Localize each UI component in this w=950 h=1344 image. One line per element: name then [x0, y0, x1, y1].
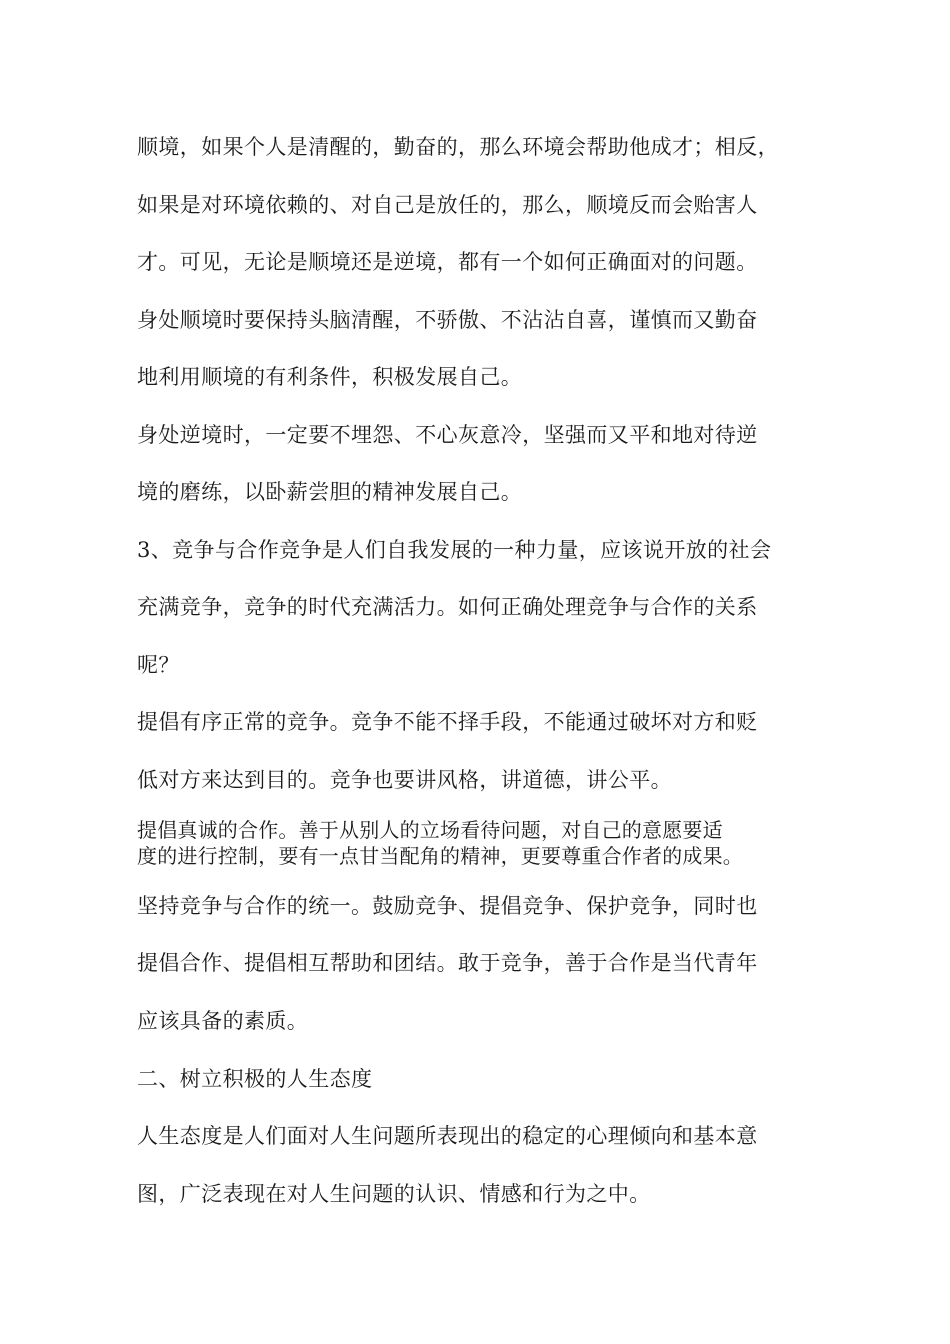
text-line: 提倡有序正常的竞争。竞争不能不择手段，不能通过破坏对方和贬 [137, 710, 758, 734]
text-line: 身处逆境时，一定要不埋怨、不心灰意冷，坚强而又平和地对待逆 [137, 423, 758, 447]
text-line: 充满竞争，竞争的时代充满活力。如何正确处理竞争与合作的关系 [137, 595, 758, 619]
text-line: 3、竞争与合作竞争是人们自我发展的一种力量，应该说开放的社会 [137, 538, 772, 562]
text-line: 人生态度是人们面对人生问题所表现出的稳定的心理倾向和基本意 [137, 1124, 758, 1148]
section-heading: 二、树立积极的人生态度 [137, 1067, 373, 1091]
text-line: 应该具备的素质。 [137, 1009, 309, 1033]
text-line: 才。可见，无论是顺境还是逆境，都有一个如何正确面对的问题。 [137, 250, 758, 274]
text-line: 顺境，如果个人是清醒的，勤奋的，那么环境会帮助他成才；相反， [137, 135, 779, 159]
text-line: 坚持竞争与合作的统一。鼓励竞争、提倡竞争、保护竞争，同时也 [137, 894, 758, 918]
text-line: 提倡合作、提倡相互帮助和团结。敢于竞争，善于合作是当代青年 [137, 951, 758, 975]
text-line: 如果是对环境依赖的、对自己是放任的，那么，顺境反而会贻害人 [137, 193, 758, 217]
text-line: 提倡真诚的合作。善于从别人的立场看待问题，对自己的意愿要适 [137, 818, 723, 842]
text-line: 低对方来达到目的。竞争也要讲风格，讲道德，讲公平。 [137, 768, 672, 792]
text-line: 图，广泛表现在对人生问题的认识、情感和行为之中。 [137, 1182, 651, 1206]
text-line: 身处顺境时要保持头脑清醒，不骄傲、不沾沾自喜，谨慎而又勤奋 [137, 308, 758, 332]
text-line: 地利用顺境的有利条件，积极发展自己。 [137, 365, 523, 389]
text-line: 境的磨练，以卧薪尝胆的精神发展自己。 [137, 480, 523, 504]
text-line: 呢？ [137, 653, 180, 677]
text-line: 度的进行控制，要有一点甘当配角的精神，更要尊重合作者的成果。 [137, 844, 743, 868]
